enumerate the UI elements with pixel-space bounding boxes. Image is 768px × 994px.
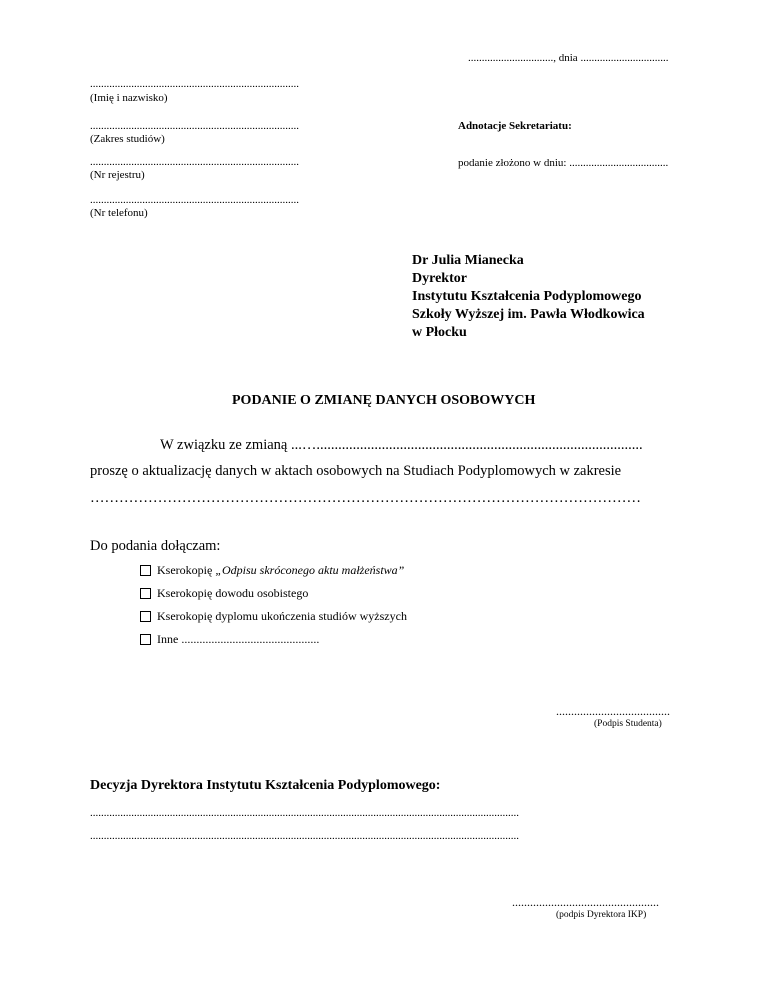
change-line: W związku ze zmianą ...….......................................................................................... (160, 437, 643, 453)
decision-line-2: ............................................................................................................................................................ (90, 830, 519, 842)
secretariat-title: Adnotacje Sekretariatu: (458, 120, 572, 132)
request-line: proszę o aktualizację danych w aktach osobowych na Studiach Podyplomowych w zakresie (90, 463, 622, 479)
checkbox-icon[interactable] (140, 565, 151, 576)
decision-line-1: ............................................................................................................................................................ (90, 807, 519, 819)
attachments-intro: Do podania dołączam: (90, 538, 221, 554)
attachment-item: Kserokopię „Odpisu skróconego aktu małżeństwa” (140, 563, 404, 578)
name-label: (Imię i nazwisko) (90, 92, 168, 104)
date-line: ..............................., dnia ................................ (468, 52, 669, 64)
register-label: (Nr rejestru) (90, 169, 145, 181)
phone-label: (Nr telefonu) (90, 207, 148, 219)
addressee-institute: Instytutu Kształcenia Podyplomowego (412, 289, 642, 304)
document-title: PODANIE O ZMIANĘ DANYCH OSOBOWYCH (232, 393, 536, 408)
addressee-city: w Płocku (412, 325, 467, 340)
register-dots: ............................................................................ (90, 156, 299, 168)
student-signature-label: (Podpis Studenta) (594, 719, 662, 729)
attachment-item: Kserokopię dowodu osobistego (140, 586, 308, 601)
attachment-item: Inne .............................................. (140, 632, 319, 647)
checkbox-icon[interactable] (140, 611, 151, 622)
addressee-block (412, 252, 645, 342)
addressee-name: Dr Julia Mianecka (412, 253, 524, 268)
submitted-date-line: podanie złożono w dniu: .................................... (458, 157, 669, 169)
scope-line: …………………………………………………………………………………………………… (90, 490, 641, 506)
name-dots: ............................................................................ (90, 78, 299, 90)
attachment-item: Kserokopię dyplomu ukończenia studiów wyższych (140, 609, 407, 624)
study-dots: ............................................................................ (90, 120, 299, 132)
decision-title: Decyzja Dyrektora Instytutu Kształcenia Podyplomowego: (90, 778, 441, 793)
addressee-school: Szkoły Wyższej im. Pawła Włodkowica (412, 307, 645, 322)
study-label: (Zakres studiów) (90, 133, 165, 145)
phone-dots: ............................................................................ (90, 194, 299, 206)
director-signature-dots: ................................................. (512, 895, 659, 909)
director-signature-label: (podpis Dyrektora IKP) (556, 910, 647, 920)
checkbox-icon[interactable] (140, 634, 151, 645)
addressee-position: Dyrektor (412, 271, 467, 286)
checkbox-icon[interactable] (140, 588, 151, 599)
student-signature-dots: ...................................... (556, 704, 670, 718)
